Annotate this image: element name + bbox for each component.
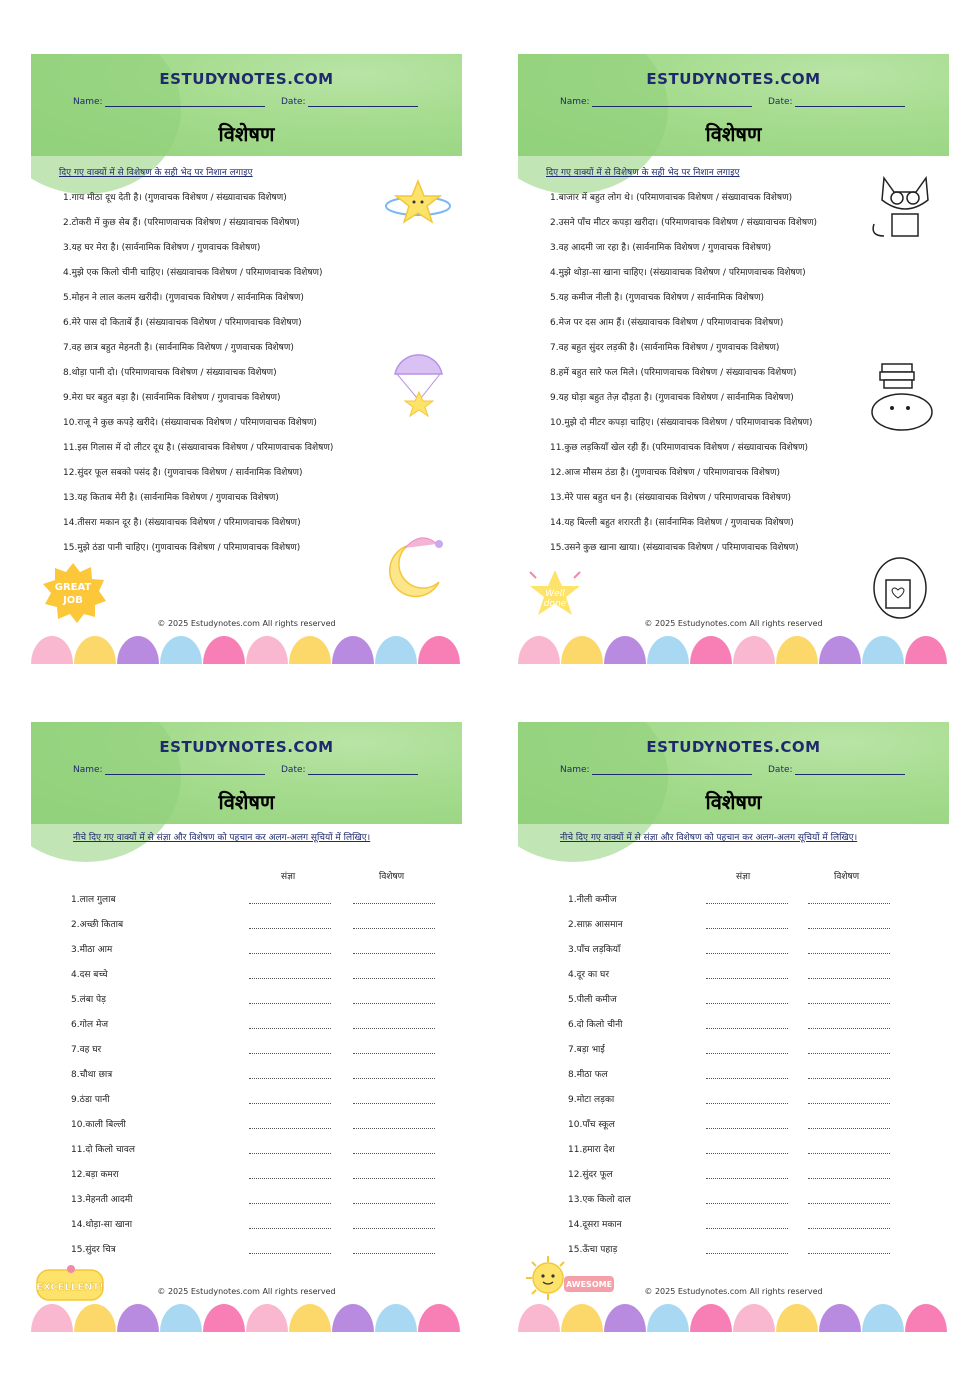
excellent-badge (35, 1262, 105, 1304)
noun-blank[interactable] (249, 944, 331, 954)
table-row: 10.पाँच स्कूल (568, 1119, 928, 1144)
adjective-blank[interactable] (808, 894, 890, 904)
noun-blank[interactable] (249, 1144, 331, 1154)
adjective-blank[interactable] (353, 1194, 435, 1204)
question-item: 2.उसने पाँच मीटर कपड़ा खरीदा। (परिमाणवाचक विशेषण / संख्यावाचक विशेषण) (550, 218, 818, 228)
bear-with-books-icon (868, 362, 940, 434)
noun-blank[interactable] (706, 1119, 788, 1129)
footer-copyright: © 2025 Estudynotes.com All rights reserved (644, 1287, 823, 1296)
table-row: 8.चौथा छात्र (71, 1069, 431, 1094)
adjective-blank[interactable] (353, 1244, 435, 1254)
table-row: 5.लंबा पेड़ (71, 994, 431, 1019)
question-item: 7.वह छात्र बहुत मेहनती है। (सार्वनामिक विशेषण / गुणवाचक विशेषण) (63, 343, 294, 353)
table-row: 11.हमारा देश (568, 1144, 928, 1169)
header-banner (518, 722, 949, 824)
brand-title: ESTUDYNOTES.COM (646, 738, 821, 756)
question-item: 13.यह किताब मेरी है। (सार्वनामिक विशेषण / गुणवाचक विशेषण) (63, 493, 279, 503)
adjective-blank[interactable] (353, 894, 435, 904)
noun-blank[interactable] (706, 944, 788, 954)
question-item: 10.मुझे दो मीटर कपड़ा चाहिए। (संख्यावाचक विशेषण / परिमाणवाचक विशेषण) (550, 418, 813, 428)
table-row: 13.मेहनती आदमी (71, 1194, 431, 1219)
noun-blank[interactable] (249, 1094, 331, 1104)
scallop-border (518, 1304, 949, 1332)
column-header-adjective: विशेषण (379, 872, 405, 882)
great-job-badge (39, 562, 107, 624)
footer-copyright: © 2025 Estudynotes.com All rights reserved (644, 619, 823, 628)
column-header-noun: संज्ञा (736, 872, 751, 882)
adjective-blank[interactable] (808, 1044, 890, 1054)
adjective-blank[interactable] (353, 1044, 435, 1054)
table-row: 6.दो किलो चीनी (568, 1019, 928, 1044)
noun-blank[interactable] (706, 1219, 788, 1229)
adjective-blank[interactable] (353, 1019, 435, 1029)
adjective-blank[interactable] (808, 1144, 890, 1154)
badge-text: done (543, 599, 567, 609)
question-item: 4.मुझे थोड़ा-सा खाना चाहिए। (संख्यावाचक विशेषण / परिमाणवाचक विशेषण) (550, 268, 806, 278)
adjective-blank[interactable] (808, 994, 890, 1004)
table-row: 7.वह घर (71, 1044, 431, 1069)
adjective-blank[interactable] (353, 969, 435, 979)
well-done-badge (524, 568, 586, 624)
adjective-blank[interactable] (808, 1094, 890, 1104)
instruction: नीचे दिए गए वाक्यों में से संज्ञा और विशेषण को पहचान कर अलग-अलग सूचियों में लिखिए। (560, 833, 858, 843)
noun-blank[interactable] (706, 1019, 788, 1029)
adjective-blank[interactable] (808, 1219, 890, 1229)
table-row: 1.लाल गुलाब (71, 894, 431, 919)
question-item: 9.यह घोड़ा बहुत तेज़ दौड़ता है। (गुणवाचक विशेषण / सार्वनामिक विशेषण) (550, 393, 794, 403)
question-item: 4.मुझे एक किलो चीनी चाहिए। (संख्यावाचक विशेषण / परिमाणवाचक विशेषण) (63, 268, 323, 278)
name-field[interactable]: Name: (560, 97, 752, 107)
noun-blank[interactable] (706, 1069, 788, 1079)
question-item: 5.मोहन ने लाल कलम खरीदी। (गुणवाचक विशेषण / सार्वनामिक विशेषण) (63, 293, 304, 303)
table-row: 13.एक किलो दाल (568, 1194, 928, 1219)
table-row: 12.बड़ा कमरा (71, 1169, 431, 1194)
noun-blank[interactable] (249, 894, 331, 904)
noun-blank[interactable] (249, 1169, 331, 1179)
footer-copyright: © 2025 Estudynotes.com All rights reserved (157, 619, 336, 628)
question-item: 12.सुंदर फूल सबको पसंद है। (गुणवाचक विशेषण / सार्वनामिक विशेषण) (63, 468, 303, 478)
table-row: 14.दूसरा मकान (568, 1219, 928, 1244)
header-banner (31, 54, 462, 156)
noun-blank[interactable] (706, 1194, 788, 1204)
adjective-blank[interactable] (353, 1069, 435, 1079)
adjective-blank[interactable] (353, 1119, 435, 1129)
question-item: 8.हमें बहुत सारे फल मिले। (परिमाणवाचक विशेषण / संख्यावाचक विशेषण) (550, 368, 797, 378)
adjective-blank[interactable] (808, 919, 890, 929)
name-field[interactable]: Name: (73, 97, 265, 107)
name-field[interactable]: Name: (73, 765, 265, 775)
star-planet-icon (383, 178, 453, 228)
table-row: 3.मीठा आम (71, 944, 431, 969)
table-row: 10.काली बिल्ली (71, 1119, 431, 1144)
noun-blank[interactable] (249, 1069, 331, 1079)
date-field[interactable]: Date: (281, 97, 418, 107)
table-row: 15.सुंदर चित्र (71, 1244, 431, 1269)
table-row: 5.पीली कमीज (568, 994, 928, 1019)
noun-blank[interactable] (249, 1194, 331, 1204)
adjective-blank[interactable] (808, 1194, 890, 1204)
adjective-blank[interactable] (808, 1119, 890, 1129)
table-row: 9.ठंडा पानी (71, 1094, 431, 1119)
question-item: 7.वह बहुत सुंदर लड़की है। (सार्वनामिक विशेषण / गुणवाचक विशेषण) (550, 343, 780, 353)
badge-text: EXCELLENT! (36, 1282, 104, 1293)
question-item: 6.मेज पर दस आम हैं। (संख्यावाचक विशेषण / परिमाणवाचक विशेषण) (550, 318, 784, 328)
table-row: 1.नीली कमीज (568, 894, 928, 919)
question-item: 1.बाजार में बहुत लोग थे। (परिमाणवाचक विशेषण / संख्यावाचक विशेषण) (550, 193, 793, 203)
noun-blank[interactable] (706, 1244, 788, 1254)
worksheet-3 (31, 722, 462, 1332)
badge-text: AWESOME (565, 1280, 613, 1289)
adjective-blank[interactable] (353, 1144, 435, 1154)
adjective-blank[interactable] (353, 1219, 435, 1229)
adjective-blank[interactable] (808, 1244, 890, 1254)
question-item: 12.आज मौसम ठंडा है। (गुणवाचक विशेषण / परिमाणवाचक विशेषण) (550, 468, 781, 478)
question-item: 8.थोड़ा पानी दो। (परिमाणवाचक विशेषण / संख्यावाचक विशेषण) (63, 368, 277, 378)
table-row: 8.मीठा फल (568, 1069, 928, 1094)
adjective-blank[interactable] (808, 944, 890, 954)
noun-blank[interactable] (706, 919, 788, 929)
badge-text: JOB (63, 595, 83, 606)
adjective-blank[interactable] (353, 994, 435, 1004)
instruction: दिए गए वाक्यों में से विशेषण के सही भेद पर निशान लगाइए (59, 168, 253, 178)
question-item: 2.टोकरी में कुछ सेब हैं। (परिमाणवाचक विशेषण / संख्यावाचक विशेषण) (63, 218, 300, 228)
column-header-noun: संज्ञा (281, 872, 296, 882)
worksheet-4 (518, 722, 949, 1332)
header-banner (518, 54, 949, 156)
answer-table (568, 894, 928, 1269)
scallop-border (518, 636, 949, 664)
noun-blank[interactable] (249, 994, 331, 1004)
adjective-blank[interactable] (808, 1019, 890, 1029)
worksheet-2 (518, 54, 949, 664)
adjective-blank[interactable] (353, 944, 435, 954)
question-item: 15.मुझे ठंडा पानी चाहिए। (गुणवाचक विशेषण / परिमाणवाचक विशेषण) (63, 543, 301, 553)
question-list (63, 192, 333, 567)
adjective-blank[interactable] (353, 1169, 435, 1179)
brand-title: ESTUDYNOTES.COM (159, 70, 334, 88)
noun-blank[interactable] (706, 1169, 788, 1179)
worksheet-title: विशेषण (705, 790, 762, 814)
noun-blank[interactable] (706, 1144, 788, 1154)
name-field[interactable]: Name: (560, 765, 752, 775)
brand-title: ESTUDYNOTES.COM (646, 70, 821, 88)
noun-blank[interactable] (249, 1119, 331, 1129)
scallop-border (31, 1304, 462, 1332)
header-banner (31, 722, 462, 824)
adjective-blank[interactable] (808, 969, 890, 979)
table-row: 11.दो किलो चावल (71, 1144, 431, 1169)
question-item: 6.मेरे पास दो किताबें हैं। (संख्यावाचक विशेषण / परिमाणवाचक विशेषण) (63, 318, 302, 328)
question-item: 1.गाय मीठा दूध देती है। (गुणवाचक विशेषण / संख्यावाचक विशेषण) (63, 193, 287, 203)
table-row: 3.पाँच लड़कियाँ (568, 944, 928, 969)
question-item: 13.मेरे पास बहुत धन है। (संख्यावाचक विशेषण / परिमाणवाचक विशेषण) (550, 493, 791, 503)
noun-blank[interactable] (249, 1219, 331, 1229)
table-row: 2.साफ़ आसमान (568, 919, 928, 944)
question-item: 10.राजू ने कुछ कपड़े खरीदे। (संख्यावाचक विशेषण / परिमाणवाचक विशेषण) (63, 418, 317, 428)
adjective-blank[interactable] (808, 1069, 890, 1079)
noun-blank[interactable] (249, 1244, 331, 1254)
noun-blank[interactable] (706, 969, 788, 979)
scallop-border (31, 636, 462, 664)
question-item: 15.उसने कुछ खाना खाया। (संख्यावाचक विशेषण / परिमाणवाचक विशेषण) (550, 543, 799, 553)
table-row: 4.दस बच्चे (71, 969, 431, 994)
question-item: 5.यह कमीज नीली है। (गुणवाचक विशेषण / सार्वनामिक विशेषण) (550, 293, 765, 303)
adjective-blank[interactable] (353, 1094, 435, 1104)
raccoon-reading-icon (870, 170, 940, 242)
question-item: 11.कुछ लड़कियाँ खेल रही हैं। (परिमाणवाचक विशेषण / संख्यावाचक विशेषण) (550, 443, 808, 453)
table-row: 9.मोटा लड़का (568, 1094, 928, 1119)
footer-copyright: © 2025 Estudynotes.com All rights reserved (157, 1287, 336, 1296)
noun-blank[interactable] (249, 1044, 331, 1054)
answer-table (71, 894, 431, 1269)
hamster-love-letter-icon (870, 546, 930, 621)
question-list (550, 192, 817, 567)
adjective-blank[interactable] (353, 919, 435, 929)
question-item: 14.यह बिल्ली बहुत शरारती है। (सार्वनामिक विशेषण / गुणवाचक विशेषण) (550, 518, 794, 528)
instruction: नीचे दिए गए वाक्यों में से संज्ञा और विशेषण को पहचान कर अलग-अलग सूचियों में लिखिए। (73, 833, 371, 843)
noun-blank[interactable] (249, 969, 331, 979)
question-item: 11.इस गिलास में दो लीटर दूध है। (संख्यावाचक विशेषण / परिमाणवाचक विशेषण) (63, 443, 334, 453)
worksheet-1 (31, 54, 462, 664)
question-item: 14.तीसरा मकान दूर है। (संख्यावाचक विशेषण / परिमाणवाचक विशेषण) (63, 518, 301, 528)
parachute-star-icon (391, 346, 446, 418)
table-row: 4.दूर का घर (568, 969, 928, 994)
table-row: 12.सुंदर फूल (568, 1169, 928, 1194)
table-row: 7.बड़ा भाई (568, 1044, 928, 1069)
date-field[interactable]: Date: (768, 765, 905, 775)
question-item: 3.यह घर मेरा है। (सार्वनामिक विशेषण / गुणवाचक विशेषण) (63, 243, 261, 253)
date-field[interactable]: Date: (768, 97, 905, 107)
worksheet-title: विशेषण (218, 122, 275, 146)
adjective-blank[interactable] (808, 1169, 890, 1179)
instruction: दिए गए वाक्यों में से विशेषण के सही भेद पर निशान लगाइए (546, 168, 740, 178)
noun-blank[interactable] (706, 1094, 788, 1104)
table-row: 2.अच्छी किताब (71, 919, 431, 944)
table-row: 6.गोल मेज (71, 1019, 431, 1044)
table-row: 14.थोड़ा-सा खाना (71, 1219, 431, 1244)
brand-title: ESTUDYNOTES.COM (159, 738, 334, 756)
noun-blank[interactable] (706, 894, 788, 904)
date-field[interactable]: Date: (281, 765, 418, 775)
noun-blank[interactable] (706, 994, 788, 1004)
table-row: 15.ऊँचा पहाड़ (568, 1244, 928, 1269)
badge-text: Well (545, 589, 565, 599)
noun-blank[interactable] (706, 1044, 788, 1054)
noun-blank[interactable] (249, 919, 331, 929)
badge-text: GREAT (54, 582, 92, 593)
question-item: 3.वह आदमी जा रहा है। (सार्वनामिक विशेषण / गुणवाचक विशेषण) (550, 243, 772, 253)
sleepy-moon-icon (387, 532, 449, 598)
noun-blank[interactable] (249, 1019, 331, 1029)
worksheet-title: विशेषण (218, 790, 275, 814)
question-item: 9.मेरा घर बहुत बड़ा है। (सार्वनामिक विशेषण / गुणवाचक विशेषण) (63, 393, 281, 403)
column-header-adjective: विशेषण (834, 872, 860, 882)
worksheet-title: विशेषण (705, 122, 762, 146)
